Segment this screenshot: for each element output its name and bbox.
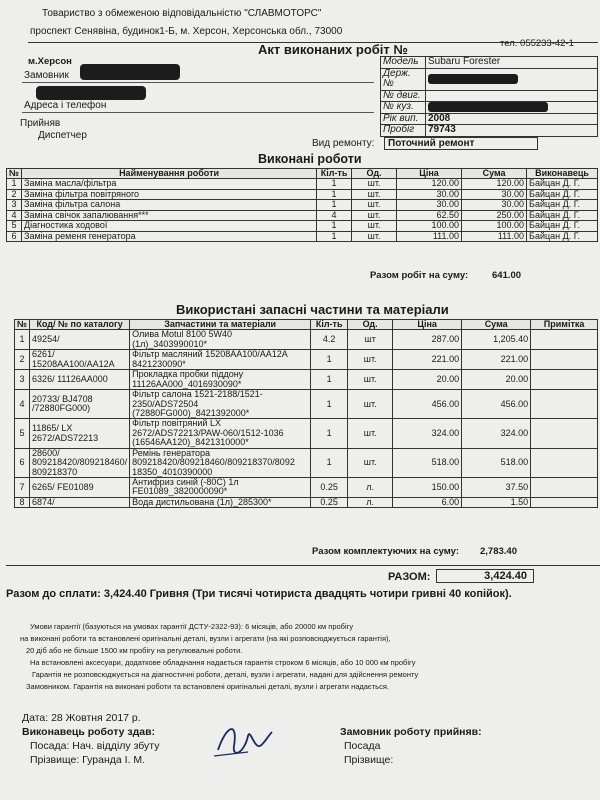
part-code: 6874/ bbox=[30, 497, 130, 507]
amount-to-pay: Разом до сплати: 3,424.40 Гривня (Три тисячі чотириста двадцять чотири гривні 40 копійок). bbox=[6, 588, 512, 600]
work-qty: 1 bbox=[317, 221, 352, 231]
executor-title: Виконавець роботу здав: bbox=[22, 726, 156, 738]
work-number: 4 bbox=[7, 210, 22, 220]
grand-total-label: РАЗОМ: bbox=[388, 571, 431, 583]
part-sum: 518.00 bbox=[462, 448, 531, 477]
part-name: Антифриз синій (-80С) 1л FE01089_3820000090* bbox=[130, 478, 311, 498]
work-price: 100.00 bbox=[397, 221, 462, 231]
work-sum: 30.00 bbox=[462, 189, 527, 199]
repair-type-label: Вид ремонту: bbox=[312, 138, 375, 149]
parts-row bbox=[15, 497, 598, 507]
part-note bbox=[531, 497, 598, 507]
work-name: Заміна масла/фільтра bbox=[22, 179, 317, 189]
part-unit: шт. bbox=[348, 370, 393, 390]
works-row bbox=[7, 210, 598, 220]
works-row bbox=[7, 221, 598, 231]
part-name: Фільтр салона 1521-2188/1521-2350/ADS72504 (72880FG000)_8421392000* bbox=[130, 390, 311, 419]
parts-row bbox=[15, 478, 598, 498]
work-number: 3 bbox=[7, 200, 22, 210]
part-number: 6 bbox=[15, 448, 30, 477]
parts-col-note: Примітка bbox=[531, 320, 598, 330]
parts-row bbox=[15, 330, 598, 350]
total-divider bbox=[6, 565, 600, 566]
work-executor: Байцан Д. Г. bbox=[527, 221, 598, 231]
part-name: Фільтр повітряний LX 2672/ADS72213/PAW-060/1512-1036 (16546AA120)_8421310000* bbox=[130, 419, 311, 448]
works-row bbox=[7, 231, 598, 241]
works-col-exec: Виконавець bbox=[527, 169, 598, 179]
part-sum: 221.00 bbox=[462, 350, 531, 370]
engine-label: № двиг. bbox=[381, 90, 426, 102]
body-label: № куз. bbox=[381, 102, 426, 114]
parts-col-n: № bbox=[15, 320, 30, 330]
part-unit: л. bbox=[348, 497, 393, 507]
parts-row bbox=[15, 370, 598, 390]
work-executor: Байцан Д. Г. bbox=[527, 210, 598, 220]
warranty-line: Замовником. Гарантія на виконані роботи та встановлені оригінальні деталі, вузли і агрегати надається. bbox=[26, 682, 389, 691]
works-total-label: Разом робіт на суму: bbox=[370, 270, 469, 281]
work-number: 1 bbox=[7, 179, 22, 189]
part-code: 49254/ bbox=[30, 330, 130, 350]
year-label: Рік вип. bbox=[381, 113, 426, 125]
part-name: Олива Motul 8100 5W40 (1л)_3403990010* bbox=[130, 330, 311, 350]
part-unit: л. bbox=[348, 478, 393, 498]
works-col-sum: Сума bbox=[462, 169, 527, 179]
part-price: 456.00 bbox=[393, 390, 462, 419]
work-executor: Байцан Д. Г. bbox=[527, 200, 598, 210]
part-sum: 20.00 bbox=[462, 370, 531, 390]
warranty-line: на виконані роботи та встановлені оригінальні деталі, вузли і агрегати (на які розповсюджується гарантія), bbox=[20, 634, 391, 643]
part-number: 1 bbox=[15, 330, 30, 350]
work-price: 62.50 bbox=[397, 210, 462, 220]
customer-name: Прізвище: bbox=[344, 754, 394, 766]
part-price: 287.00 bbox=[393, 330, 462, 350]
redacted-block bbox=[80, 64, 180, 80]
part-number: 3 bbox=[15, 370, 30, 390]
part-unit: шт. bbox=[348, 390, 393, 419]
work-executor: Байцан Д. Г. bbox=[527, 179, 598, 189]
vehicle-table bbox=[380, 56, 598, 137]
parts-col-code: Код/ № по каталогу bbox=[30, 320, 130, 330]
part-price: 20.00 bbox=[393, 370, 462, 390]
part-qty: 0.25 bbox=[311, 497, 348, 507]
parts-col-price: Ціна bbox=[393, 320, 462, 330]
company-phone: тел. 055233-42-1 bbox=[500, 38, 574, 49]
work-price: 120.00 bbox=[397, 179, 462, 189]
grand-total-value: 3,424.40 bbox=[436, 569, 534, 583]
part-note bbox=[531, 350, 598, 370]
part-price: 221.00 bbox=[393, 350, 462, 370]
works-total-value: 641.00 bbox=[492, 270, 522, 281]
works-col-n: № bbox=[7, 169, 22, 179]
work-price: 30.00 bbox=[397, 200, 462, 210]
parts-row bbox=[15, 390, 598, 419]
part-unit: шт. bbox=[348, 350, 393, 370]
field-underline bbox=[22, 112, 374, 113]
executor-position: Посада: Нач. відділу збуту bbox=[30, 740, 160, 752]
part-qty: 1 bbox=[311, 370, 348, 390]
customer-label: Замовник bbox=[24, 70, 69, 81]
part-price: 518.00 bbox=[393, 448, 462, 477]
part-code: 6326/ 11126AA000 bbox=[30, 370, 130, 390]
work-qty: 1 bbox=[317, 200, 352, 210]
company-address: проспект Сенявіна, будинок1-Б, м. Херсон, Херсонська обл., 73000 bbox=[30, 26, 343, 37]
address-phone-label: Адреса і телефон bbox=[24, 100, 107, 111]
works-col-qty: Кіл-ть bbox=[317, 169, 352, 179]
warranty-line: На встановлені аксесуари, додаткове обладнання надається гарантія строком 6 місяців, або 10 000 км пробігу bbox=[30, 658, 416, 667]
part-note bbox=[531, 390, 598, 419]
part-code: 20733/ BJ4708 /72880FG000) bbox=[30, 390, 130, 419]
work-unit: шт. bbox=[352, 221, 397, 231]
works-row bbox=[7, 189, 598, 199]
mileage-label: Пробіг bbox=[381, 125, 426, 137]
work-number: 2 bbox=[7, 189, 22, 199]
part-note bbox=[531, 419, 598, 448]
part-sum: 37.50 bbox=[462, 478, 531, 498]
parts-table bbox=[14, 319, 598, 508]
field-underline bbox=[22, 82, 374, 83]
part-sum: 324.00 bbox=[462, 419, 531, 448]
part-code: 6265/ FE01089 bbox=[30, 478, 130, 498]
part-number: 5 bbox=[15, 419, 30, 448]
company-name: Товариство з обмеженою відповідальністю "СЛАВМОТОРС" bbox=[42, 8, 322, 19]
work-unit: шт. bbox=[352, 231, 397, 241]
works-table bbox=[6, 168, 598, 242]
dispatcher-label: Диспетчер bbox=[38, 130, 87, 141]
part-unit: шт bbox=[348, 330, 393, 350]
executor-name: Прізвище: Гуранда І. М. bbox=[30, 754, 146, 766]
year-value: 2008 bbox=[426, 113, 598, 125]
parts-row bbox=[15, 448, 598, 477]
part-qty: 1 bbox=[311, 419, 348, 448]
works-header-row bbox=[7, 169, 598, 179]
work-sum: 250.00 bbox=[462, 210, 527, 220]
part-code: 28600/ 809218420/809218460/ 809218370 bbox=[30, 448, 130, 477]
work-name: Заміна свічок запалювання*** bbox=[22, 210, 317, 220]
work-price: 111.00 bbox=[397, 231, 462, 241]
work-name: Заміна ременя генератора bbox=[22, 231, 317, 241]
works-row bbox=[7, 200, 598, 210]
work-unit: шт. bbox=[352, 179, 397, 189]
work-unit: шт. bbox=[352, 210, 397, 220]
work-sum: 111.00 bbox=[462, 231, 527, 241]
warranty-line: 20 діб або не більше 1500 км пробігу на регулювальні роботи. bbox=[26, 646, 243, 655]
work-name: Заміна фільтра повітряного bbox=[22, 189, 317, 199]
plate-label: Держ. № bbox=[381, 68, 426, 90]
work-name: Заміна фільтра салона bbox=[22, 200, 317, 210]
parts-total-value: 2,783.40 bbox=[480, 546, 517, 557]
work-sum: 30.00 bbox=[462, 200, 527, 210]
work-qty: 4 bbox=[317, 210, 352, 220]
parts-row bbox=[15, 350, 598, 370]
city: м.Херсон bbox=[28, 56, 72, 67]
parts-col-unit: Од. bbox=[348, 320, 393, 330]
mileage-value: 79743 bbox=[426, 125, 598, 137]
part-qty: 1 bbox=[311, 350, 348, 370]
work-executor: Байцан Д. Г. bbox=[527, 231, 598, 241]
work-number: 5 bbox=[7, 221, 22, 231]
work-number: 6 bbox=[7, 231, 22, 241]
work-qty: 1 bbox=[317, 189, 352, 199]
work-qty: 1 bbox=[317, 179, 352, 189]
part-note bbox=[531, 330, 598, 350]
part-name: Прокладка пробки піддону 11126AA000_4016930090* bbox=[130, 370, 311, 390]
works-title: Виконані роботи bbox=[258, 152, 362, 166]
part-qty: 4.2 bbox=[311, 330, 348, 350]
parts-header-row bbox=[15, 320, 598, 330]
works-col-name: Найменування роботи bbox=[22, 169, 317, 179]
work-sum: 120.00 bbox=[462, 179, 527, 189]
part-qty: 1 bbox=[311, 390, 348, 419]
part-code: 11865/ LX 2672/ADS72213 bbox=[30, 419, 130, 448]
parts-title: Використані запасні частини та матеріали bbox=[176, 302, 449, 317]
part-price: 324.00 bbox=[393, 419, 462, 448]
parts-col-name: Запчастини та матеріали bbox=[130, 320, 311, 330]
part-note bbox=[531, 478, 598, 498]
body-value bbox=[426, 102, 598, 114]
act-title: Акт виконаних робіт № bbox=[258, 42, 408, 57]
model-value: Subaru Forester bbox=[426, 57, 598, 69]
part-number: 7 bbox=[15, 478, 30, 498]
work-sum: 100.00 bbox=[462, 221, 527, 231]
works-col-unit: Од. bbox=[352, 169, 397, 179]
part-name: Фільтр масляний 15208AA100/AA12A 8421230090* bbox=[130, 350, 311, 370]
work-unit: шт. bbox=[352, 189, 397, 199]
part-qty: 0.25 bbox=[311, 478, 348, 498]
customer-position: Посада bbox=[344, 740, 381, 752]
signature bbox=[208, 706, 278, 766]
part-note bbox=[531, 448, 598, 477]
part-sum: 1,205.40 bbox=[462, 330, 531, 350]
repair-type-value: Поточний ремонт bbox=[384, 137, 538, 150]
parts-total-label: Разом комплектуючих на суму: bbox=[312, 546, 459, 557]
engine-value bbox=[426, 90, 598, 102]
parts-row bbox=[15, 419, 598, 448]
part-code: 6261/ 15208AA100/AA12A bbox=[30, 350, 130, 370]
work-executor: Байцан Д. Г. bbox=[527, 189, 598, 199]
part-name: Ремінь генератора 809218420/809218460/809218370/8092 18350_4010390000 bbox=[130, 448, 311, 477]
part-price: 150.00 bbox=[393, 478, 462, 498]
received-label: Прийняв bbox=[20, 118, 61, 129]
part-unit: шт. bbox=[348, 448, 393, 477]
part-unit: шт. bbox=[348, 419, 393, 448]
part-number: 2 bbox=[15, 350, 30, 370]
warranty-line: Гарантія не розповсюджується на діагностичні роботи, деталі, вузли і агрегати, надані для здійснення ремонту bbox=[32, 670, 419, 679]
model-label: Модель bbox=[381, 57, 426, 69]
warranty-line: Умови гарантії (базуються на умовах гарантії ДСТУ-2322-93): 6 місяців, або 20000 км пробігу bbox=[30, 622, 354, 631]
part-note bbox=[531, 370, 598, 390]
part-sum: 456.00 bbox=[462, 390, 531, 419]
date: Дата: 28 Жовтня 2017 р. bbox=[22, 712, 141, 724]
part-number: 8 bbox=[15, 497, 30, 507]
parts-col-sum: Сума bbox=[462, 320, 531, 330]
work-price: 30.00 bbox=[397, 189, 462, 199]
part-name: Вода дистильована (1л)_285300* bbox=[130, 497, 311, 507]
work-unit: шт. bbox=[352, 200, 397, 210]
works-col-price: Ціна bbox=[397, 169, 462, 179]
part-number: 4 bbox=[15, 390, 30, 419]
redacted-block bbox=[36, 86, 146, 100]
parts-col-qty: Кіл-ть bbox=[311, 320, 348, 330]
plate-value bbox=[426, 68, 598, 90]
work-name: Діагностика ходової bbox=[22, 221, 317, 231]
part-sum: 1.50 bbox=[462, 497, 531, 507]
part-qty: 1 bbox=[311, 448, 348, 477]
part-price: 6.00 bbox=[393, 497, 462, 507]
work-qty: 1 bbox=[317, 231, 352, 241]
works-row bbox=[7, 179, 598, 189]
customer-title: Замовник роботу прийняв: bbox=[340, 726, 482, 738]
